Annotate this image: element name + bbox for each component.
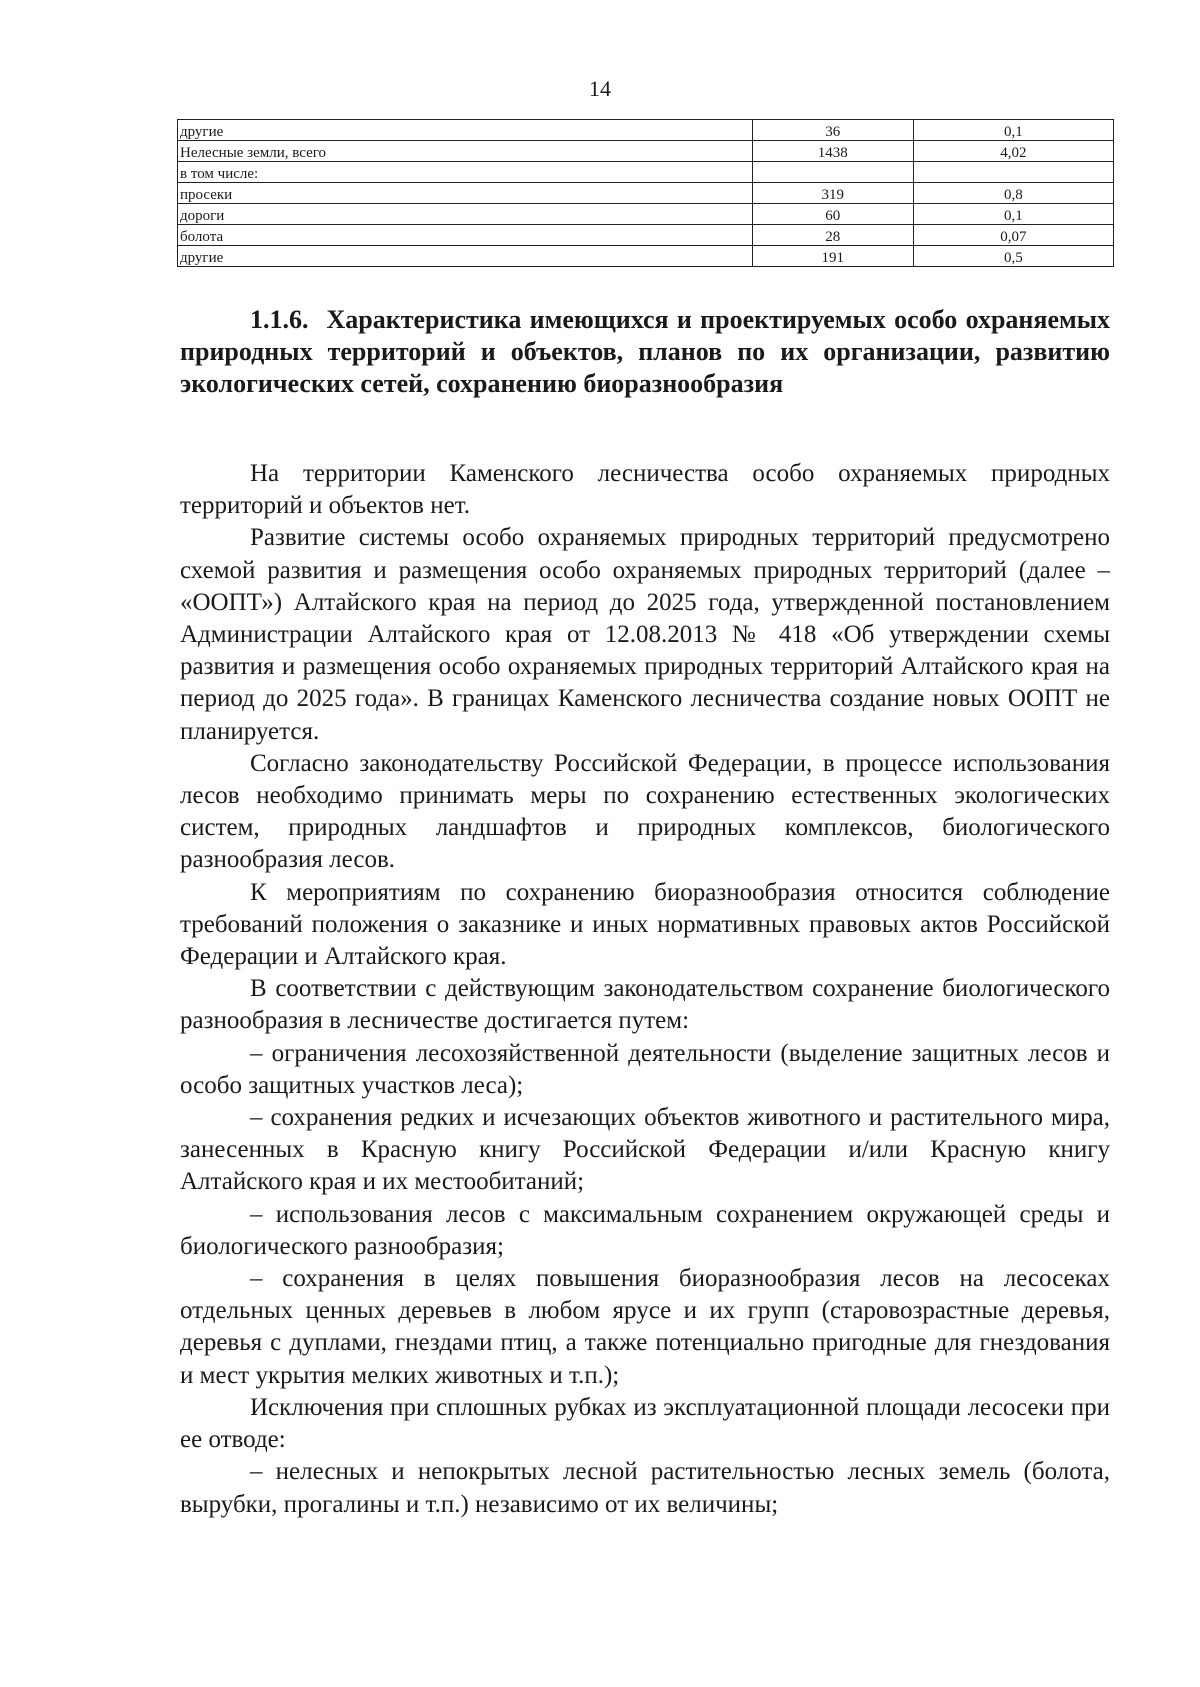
paragraph: Исключения при сплошных рубках из эксплуатационной площади лесосеки при ее отводе: (180, 1393, 1110, 1454)
row-value-cell: 28 (752, 225, 913, 246)
row-value-cell: 1438 (752, 141, 913, 162)
row-value-cell (752, 162, 913, 183)
row-percent-cell: 0,8 (913, 183, 1113, 204)
table-row (178, 141, 1114, 162)
body-text (180, 458, 1110, 1521)
row-percent-cell (913, 162, 1113, 183)
section-title: Характеристика имеющихся и проектируемых особо охраняемых природных территорий и объектов, планов по их организации, развитию экологических сетей, сохранению биоразнообразия (180, 305, 1110, 398)
row-name-cell: дороги (178, 204, 753, 225)
paragraph: Развитие системы особо охраняемых природных территорий предусмотрено схемой развития и размещения особо охраняемых природных территорий (далее – «ООПТ») Алтайского края на период до 2025 года, утвержденной постановлением Администрации Алтайского края от 12.08.2013 № 418 «Об утверждении схемы развития и размещения особо охраняемых природных территорий Алтайского края на период до 2025 года». В границах Каменского лесничества создание новых ООПТ не планируется. (180, 524, 1110, 745)
row-value-cell: 191 (752, 246, 913, 267)
table-row (178, 246, 1114, 267)
section-number: 1.1.6. (250, 305, 309, 334)
row-name-cell: другие (178, 120, 753, 141)
row-value-cell: 36 (752, 120, 913, 141)
row-value-cell: 319 (752, 183, 913, 204)
list-item: – сохранения редких и исчезающих объектов животного и растительного мира, занесенных в Красную книгу Российской Федерации и/или Красную книгу Алтайского края и их местообитаний; (180, 1104, 1110, 1196)
paragraph: Согласно законодательству Российской Федерации, в процессе использования лесов необходимо принимать меры по сохранению естественных экологических систем, природных ландшафтов и природных комплексов, биологического разнообразия лесов. (180, 749, 1110, 874)
row-percent-cell: 0,1 (913, 120, 1113, 141)
table-row (178, 183, 1114, 204)
land-area-table (177, 119, 1114, 267)
row-name-cell: просеки (178, 183, 753, 204)
list-item: – ограничения лесохозяйственной деятельности (выделение защитных лесов и особо защитных участков леса); (180, 1039, 1110, 1099)
paragraph: К мероприятиям по сохранению биоразнообразия относится соблюдение требований положения о заказнике и иных нормативных правовых актов Российской Федерации и Алтайского края. (180, 878, 1110, 971)
list-item: – сохранения в целях повышения биоразнообразия лесов на лесосеках отдельных ценных деревьев в любом ярусе и их групп (старовозрастные деревья, деревья с дуплами, гнездами птиц, а также потенциально пригодные для гнездования и мест укрытия мелких животных и т.п.); (180, 1265, 1110, 1389)
row-name-cell: другие (178, 246, 753, 267)
table-row (178, 162, 1114, 183)
page-number: 14 (589, 76, 611, 101)
table-row (178, 204, 1114, 225)
list-item: – использования лесов с максимальным сохранением окружающей среды и биологического разнообразия; (180, 1200, 1110, 1260)
row-percent-cell: 0,1 (913, 204, 1113, 225)
table-row (178, 225, 1114, 246)
row-name-cell: в том числе: (178, 162, 753, 183)
table-row (178, 120, 1114, 141)
row-name-cell: Нелесные земли, всего (178, 141, 753, 162)
paragraph: На территории Каменского лесничества особо охраняемых природных территорий и объектов нет. (180, 460, 1110, 520)
row-percent-cell: 0,5 (913, 246, 1113, 267)
paragraph: В соответствии с действующим законодательством сохранение биологического разнообразия в лесничестве достигается путем: (180, 975, 1110, 1035)
row-name-cell: болота (178, 225, 753, 246)
row-percent-cell: 4,02 (913, 141, 1113, 162)
section-heading (180, 304, 1110, 400)
list-item: – нелесных и непокрытых лесной растительностью лесных земель (болота, вырубки, прогалины и т.п.) независимо от их величины; (180, 1458, 1110, 1518)
row-percent-cell: 0,07 (913, 225, 1113, 246)
row-value-cell: 60 (752, 204, 913, 225)
